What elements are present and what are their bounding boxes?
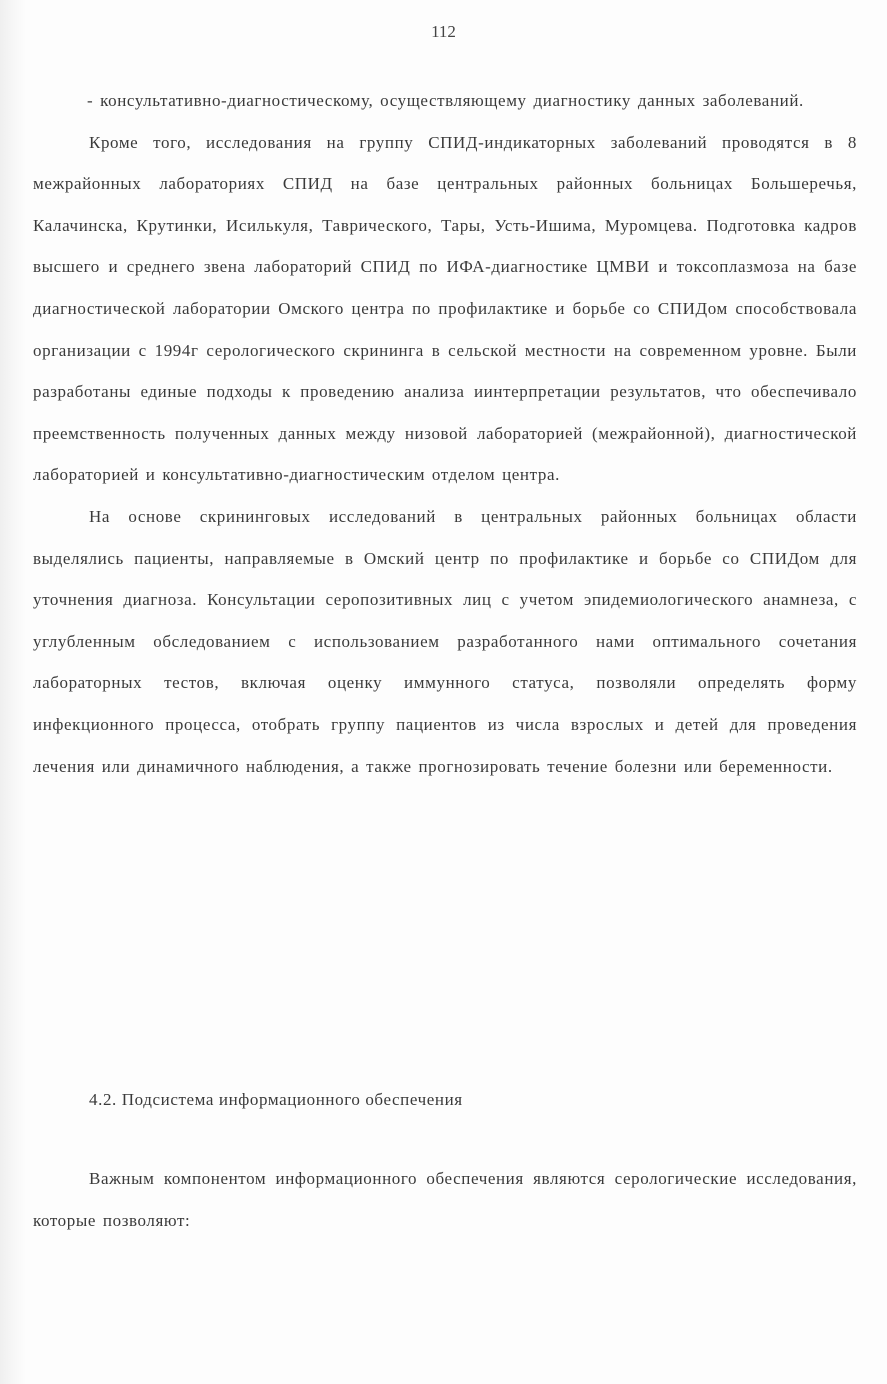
paragraph-continuation: - консультативно-диагностическому, осуществляющему диагностику данных заболеваний. (87, 91, 804, 110)
body-text (33, 80, 857, 787)
scan-shadow-edge (0, 0, 26, 1384)
paragraph-laboratories: Кроме того, исследования на группу СПИД-индикаторных заболеваний проводятся в 8 межрайонных лабораториях СПИД на базе центральных районных больницах Большеречья, Калачинска, Крутинки, Исилькуля, Таврического, Тары, Усть-Ишима, Муромцева. Подготовка кадров высшего и среднего звена лабораторий СПИД по ИФА-диагностике ЦМВИ и токсоплазмоза на базе диагностической лаборатории Омского центра по профилактике и борьбе со СПИДом способствовала организации с 1994г серологического скрининга в сельской местности на современном уровне. Были разработаны единые подходы к проведению анализа иинтерпретации результатов, что обеспечивало преемственность полученных данных между низовой лабораторией (межрайонной), диагностической лабораторией и консультативно-диагностическим отделом центра. (33, 132, 857, 485)
paragraph-screening: На основе скрининговых исследований в центральных районных больницах области выделялись пациенты, направляемые в Омский центр по профилактике и борьбе со СПИДом для уточнения диагноза. Консультации серопозитивных лиц с учетом эпидемиологического анамнеза, с углубленным обследованием с использованием разработанного нами оптимального сочетания лабораторных тестов, включая оценку иммунного статуса, позволяли определять форму инфекционного процесса, отобрать группу пациентов из числа взрослых и детей для проведения лечения или динамичного наблюдения, а также прогнозировать течение болезни или беременности. (33, 506, 857, 776)
section-heading: 4.2. Подсистема информационного обеспечения (89, 1090, 463, 1109)
paragraph-serological: Важным компонентом информационного обеспечения являются серологические исследования, которые позволяют: (33, 1169, 857, 1230)
page-number: 112 (431, 22, 456, 41)
